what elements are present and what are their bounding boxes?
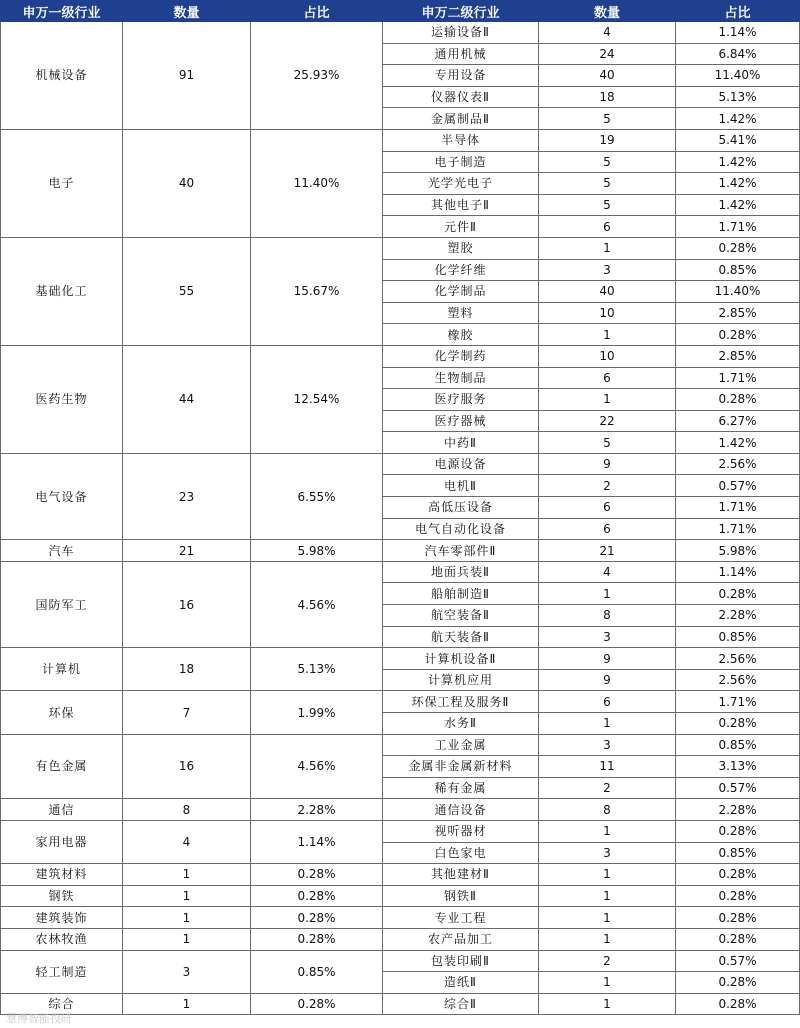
level2-industry-name: 电机Ⅱ bbox=[383, 475, 539, 497]
level2-count: 3 bbox=[539, 734, 676, 756]
level2-share: 11.40% bbox=[676, 65, 800, 87]
level1-industry-name: 机械设备 bbox=[1, 22, 123, 130]
level2-industry-name: 医疗器械 bbox=[383, 410, 539, 432]
level2-count: 10 bbox=[539, 345, 676, 367]
level2-industry-name: 航空装备Ⅱ bbox=[383, 605, 539, 627]
level1-industry-name: 汽车 bbox=[1, 540, 123, 562]
level1-share: 0.85% bbox=[251, 950, 383, 993]
level2-count: 4 bbox=[539, 22, 676, 44]
level1-count: 8 bbox=[123, 799, 251, 821]
level2-count: 1 bbox=[539, 907, 676, 929]
level1-share: 1.14% bbox=[251, 820, 383, 863]
level1-share: 5.13% bbox=[251, 648, 383, 691]
table-row bbox=[1, 734, 800, 756]
level2-count: 5 bbox=[539, 432, 676, 454]
level2-industry-name: 水务Ⅱ bbox=[383, 713, 539, 735]
level1-industry-name: 轻工制造 bbox=[1, 950, 123, 993]
level1-industry-name: 电子 bbox=[1, 129, 123, 237]
level1-count: 3 bbox=[123, 950, 251, 993]
level2-share: 2.85% bbox=[676, 302, 800, 324]
level1-count: 21 bbox=[123, 540, 251, 562]
level2-count: 21 bbox=[539, 540, 676, 562]
level2-count: 3 bbox=[539, 259, 676, 281]
header-level1-count: 数量 bbox=[123, 1, 251, 22]
level2-count: 1 bbox=[539, 820, 676, 842]
level2-share: 0.57% bbox=[676, 950, 800, 972]
level2-share: 0.28% bbox=[676, 993, 800, 1015]
level2-count: 18 bbox=[539, 86, 676, 108]
level1-industry-name: 建筑材料 bbox=[1, 864, 123, 886]
table-row bbox=[1, 993, 800, 1015]
level2-count: 24 bbox=[539, 43, 676, 65]
header-level1-share: 占比 bbox=[251, 1, 383, 22]
level2-share: 2.85% bbox=[676, 345, 800, 367]
level2-share: 0.28% bbox=[676, 972, 800, 994]
level2-share: 6.27% bbox=[676, 410, 800, 432]
level1-industry-name: 环保 bbox=[1, 691, 123, 734]
level2-industry-name: 专业工程 bbox=[383, 907, 539, 929]
table-row bbox=[1, 907, 800, 929]
level2-share: 3.13% bbox=[676, 756, 800, 778]
level2-count: 6 bbox=[539, 497, 676, 519]
level2-industry-name: 塑料 bbox=[383, 302, 539, 324]
level2-count: 1 bbox=[539, 389, 676, 411]
level2-share: 1.42% bbox=[676, 108, 800, 130]
level2-share: 1.71% bbox=[676, 367, 800, 389]
level2-industry-name: 航天装备Ⅱ bbox=[383, 626, 539, 648]
level2-count: 3 bbox=[539, 626, 676, 648]
level2-share: 0.28% bbox=[676, 864, 800, 886]
table-row bbox=[1, 453, 800, 475]
table-row bbox=[1, 950, 800, 972]
level2-industry-name: 计算机应用 bbox=[383, 669, 539, 691]
level1-count: 1 bbox=[123, 928, 251, 950]
level2-share: 0.28% bbox=[676, 820, 800, 842]
level2-industry-name: 仪器仪表Ⅱ bbox=[383, 86, 539, 108]
level2-industry-name: 白色家电 bbox=[383, 842, 539, 864]
level2-share: 2.56% bbox=[676, 648, 800, 670]
level2-count: 1 bbox=[539, 713, 676, 735]
level1-industry-name: 电气设备 bbox=[1, 453, 123, 539]
level2-count: 9 bbox=[539, 669, 676, 691]
level2-share: 0.85% bbox=[676, 259, 800, 281]
level1-count: 23 bbox=[123, 453, 251, 539]
level2-industry-name: 稀有金属 bbox=[383, 777, 539, 799]
level2-count: 5 bbox=[539, 173, 676, 195]
level2-share: 1.71% bbox=[676, 216, 800, 238]
level2-count: 6 bbox=[539, 691, 676, 713]
level1-count: 16 bbox=[123, 734, 251, 799]
table-row bbox=[1, 928, 800, 950]
level2-industry-name: 化学制药 bbox=[383, 345, 539, 367]
level1-share: 1.99% bbox=[251, 691, 383, 734]
level2-count: 1 bbox=[539, 237, 676, 259]
level2-count: 5 bbox=[539, 194, 676, 216]
level2-industry-name: 汽车零部件Ⅱ bbox=[383, 540, 539, 562]
level1-count: 44 bbox=[123, 345, 251, 453]
level2-share: 2.56% bbox=[676, 669, 800, 691]
level2-share: 1.71% bbox=[676, 691, 800, 713]
level1-share: 2.28% bbox=[251, 799, 383, 821]
level2-count: 10 bbox=[539, 302, 676, 324]
level2-count: 1 bbox=[539, 324, 676, 346]
level1-industry-name: 农林牧渔 bbox=[1, 928, 123, 950]
level2-industry-name: 其他建材Ⅱ bbox=[383, 864, 539, 886]
level2-industry-name: 半导体 bbox=[383, 129, 539, 151]
header-level2-share: 占比 bbox=[676, 1, 800, 22]
level2-industry-name: 运输设备Ⅱ bbox=[383, 22, 539, 44]
level2-industry-name: 化学制品 bbox=[383, 281, 539, 303]
level2-industry-name: 视听器材 bbox=[383, 820, 539, 842]
level2-industry-name: 金属制品Ⅱ bbox=[383, 108, 539, 130]
level2-count: 40 bbox=[539, 65, 676, 87]
table-row bbox=[1, 561, 800, 583]
level1-industry-name: 医药生物 bbox=[1, 345, 123, 453]
level2-share: 0.85% bbox=[676, 626, 800, 648]
level1-share: 0.28% bbox=[251, 993, 383, 1015]
level1-industry-name: 综合 bbox=[1, 993, 123, 1015]
level2-count: 1 bbox=[539, 885, 676, 907]
level2-industry-name: 包装印刷Ⅱ bbox=[383, 950, 539, 972]
level2-count: 6 bbox=[539, 367, 676, 389]
level2-count: 8 bbox=[539, 799, 676, 821]
level2-industry-name: 地面兵装Ⅱ bbox=[383, 561, 539, 583]
level1-share: 11.40% bbox=[251, 129, 383, 237]
level1-share: 15.67% bbox=[251, 237, 383, 345]
level2-share: 2.56% bbox=[676, 453, 800, 475]
level2-count: 1 bbox=[539, 864, 676, 886]
level1-share: 4.56% bbox=[251, 734, 383, 799]
table-body bbox=[1, 22, 800, 1015]
table-row bbox=[1, 129, 800, 151]
level2-share: 0.28% bbox=[676, 237, 800, 259]
level2-count: 1 bbox=[539, 583, 676, 605]
level2-count: 22 bbox=[539, 410, 676, 432]
level2-count: 2 bbox=[539, 777, 676, 799]
level1-share: 5.98% bbox=[251, 540, 383, 562]
level2-share: 0.28% bbox=[676, 324, 800, 346]
level2-share: 0.85% bbox=[676, 842, 800, 864]
level1-industry-name: 有色金属 bbox=[1, 734, 123, 799]
level2-industry-name: 金属非金属新材料 bbox=[383, 756, 539, 778]
level2-industry-name: 综合Ⅱ bbox=[383, 993, 539, 1015]
level1-industry-name: 计算机 bbox=[1, 648, 123, 691]
level2-industry-name: 高低压设备 bbox=[383, 497, 539, 519]
level2-industry-name: 电源设备 bbox=[383, 453, 539, 475]
level2-industry-name: 工业金属 bbox=[383, 734, 539, 756]
level2-count: 19 bbox=[539, 129, 676, 151]
level2-industry-name: 塑胶 bbox=[383, 237, 539, 259]
level2-share: 1.42% bbox=[676, 432, 800, 454]
table-row bbox=[1, 22, 800, 44]
level1-count: 4 bbox=[123, 820, 251, 863]
level1-count: 18 bbox=[123, 648, 251, 691]
level2-industry-name: 电子制造 bbox=[383, 151, 539, 173]
level2-share: 11.40% bbox=[676, 281, 800, 303]
level1-count: 91 bbox=[123, 22, 251, 130]
level1-industry-name: 家用电器 bbox=[1, 820, 123, 863]
level2-industry-name: 中药Ⅱ bbox=[383, 432, 539, 454]
level2-count: 1 bbox=[539, 928, 676, 950]
level1-count: 16 bbox=[123, 561, 251, 647]
level2-share: 0.28% bbox=[676, 389, 800, 411]
level2-share: 5.13% bbox=[676, 86, 800, 108]
level2-industry-name: 船舶制造Ⅱ bbox=[383, 583, 539, 605]
level1-industry-name: 国防军工 bbox=[1, 561, 123, 647]
level2-count: 5 bbox=[539, 108, 676, 130]
level1-count: 7 bbox=[123, 691, 251, 734]
level2-share: 0.85% bbox=[676, 734, 800, 756]
level1-share: 4.56% bbox=[251, 561, 383, 647]
level2-share: 0.57% bbox=[676, 777, 800, 799]
level2-share: 1.42% bbox=[676, 194, 800, 216]
header-level2-count: 数量 bbox=[539, 1, 676, 22]
table-row bbox=[1, 691, 800, 713]
level2-count: 9 bbox=[539, 453, 676, 475]
table-row bbox=[1, 820, 800, 842]
level2-share: 6.84% bbox=[676, 43, 800, 65]
level1-share: 25.93% bbox=[251, 22, 383, 130]
level2-industry-name: 农产品加工 bbox=[383, 928, 539, 950]
table-row bbox=[1, 345, 800, 367]
level2-count: 3 bbox=[539, 842, 676, 864]
level2-share: 0.28% bbox=[676, 928, 800, 950]
level2-industry-name: 造纸Ⅱ bbox=[383, 972, 539, 994]
level2-industry-name: 专用设备 bbox=[383, 65, 539, 87]
table-row bbox=[1, 540, 800, 562]
level2-share: 1.14% bbox=[676, 561, 800, 583]
level2-share: 2.28% bbox=[676, 799, 800, 821]
level1-share: 0.28% bbox=[251, 928, 383, 950]
level2-industry-name: 通信设备 bbox=[383, 799, 539, 821]
level2-industry-name: 元件Ⅱ bbox=[383, 216, 539, 238]
table-row bbox=[1, 237, 800, 259]
level1-share: 12.54% bbox=[251, 345, 383, 453]
level2-count: 6 bbox=[539, 216, 676, 238]
level2-industry-name: 化学纤维 bbox=[383, 259, 539, 281]
level1-industry-name: 通信 bbox=[1, 799, 123, 821]
level1-count: 40 bbox=[123, 129, 251, 237]
table-row bbox=[1, 885, 800, 907]
level1-industry-name: 建筑装饰 bbox=[1, 907, 123, 929]
level1-industry-name: 钢铁 bbox=[1, 885, 123, 907]
table-row bbox=[1, 864, 800, 886]
level2-share: 1.42% bbox=[676, 173, 800, 195]
level2-count: 2 bbox=[539, 475, 676, 497]
level1-share: 0.28% bbox=[251, 885, 383, 907]
level1-count: 1 bbox=[123, 885, 251, 907]
level2-count: 4 bbox=[539, 561, 676, 583]
level2-share: 0.28% bbox=[676, 713, 800, 735]
level2-share: 2.28% bbox=[676, 605, 800, 627]
level2-industry-name: 电气自动化设备 bbox=[383, 518, 539, 540]
level2-count: 6 bbox=[539, 518, 676, 540]
level2-share: 0.57% bbox=[676, 475, 800, 497]
level2-share: 1.42% bbox=[676, 151, 800, 173]
level2-count: 11 bbox=[539, 756, 676, 778]
level1-industry-name: 基础化工 bbox=[1, 237, 123, 345]
level1-count: 1 bbox=[123, 993, 251, 1015]
level1-count: 1 bbox=[123, 864, 251, 886]
level1-share: 0.28% bbox=[251, 864, 383, 886]
level2-count: 8 bbox=[539, 605, 676, 627]
level2-share: 1.71% bbox=[676, 497, 800, 519]
header-sw-level2-industry: 申万二级行业 bbox=[383, 1, 539, 22]
watermark-text: 慧博智能投研 bbox=[6, 1012, 72, 1025]
level2-industry-name: 生物制品 bbox=[383, 367, 539, 389]
level2-industry-name: 环保工程及服务Ⅱ bbox=[383, 691, 539, 713]
level2-industry-name: 计算机设备Ⅱ bbox=[383, 648, 539, 670]
level1-count: 1 bbox=[123, 907, 251, 929]
level2-share: 0.28% bbox=[676, 907, 800, 929]
level2-industry-name: 橡胶 bbox=[383, 324, 539, 346]
level2-share: 1.14% bbox=[676, 22, 800, 44]
level2-count: 9 bbox=[539, 648, 676, 670]
level2-count: 1 bbox=[539, 993, 676, 1015]
level2-count: 5 bbox=[539, 151, 676, 173]
level2-industry-name: 钢铁Ⅱ bbox=[383, 885, 539, 907]
level2-share: 0.28% bbox=[676, 885, 800, 907]
table-row bbox=[1, 799, 800, 821]
level1-share: 6.55% bbox=[251, 453, 383, 539]
header-sw-level1-industry: 申万一级行业 bbox=[1, 1, 123, 22]
level2-industry-name: 其他电子Ⅱ bbox=[383, 194, 539, 216]
level2-industry-name: 医疗服务 bbox=[383, 389, 539, 411]
level2-industry-name: 光学光电子 bbox=[383, 173, 539, 195]
level2-share: 5.98% bbox=[676, 540, 800, 562]
level2-industry-name: 通用机械 bbox=[383, 43, 539, 65]
table-row bbox=[1, 648, 800, 670]
level2-count: 40 bbox=[539, 281, 676, 303]
level2-count: 2 bbox=[539, 950, 676, 972]
header-row bbox=[1, 1, 800, 22]
level2-share: 0.28% bbox=[676, 583, 800, 605]
level2-share: 1.71% bbox=[676, 518, 800, 540]
level2-share: 5.41% bbox=[676, 129, 800, 151]
level2-count: 1 bbox=[539, 972, 676, 994]
level1-count: 55 bbox=[123, 237, 251, 345]
level1-share: 0.28% bbox=[251, 907, 383, 929]
